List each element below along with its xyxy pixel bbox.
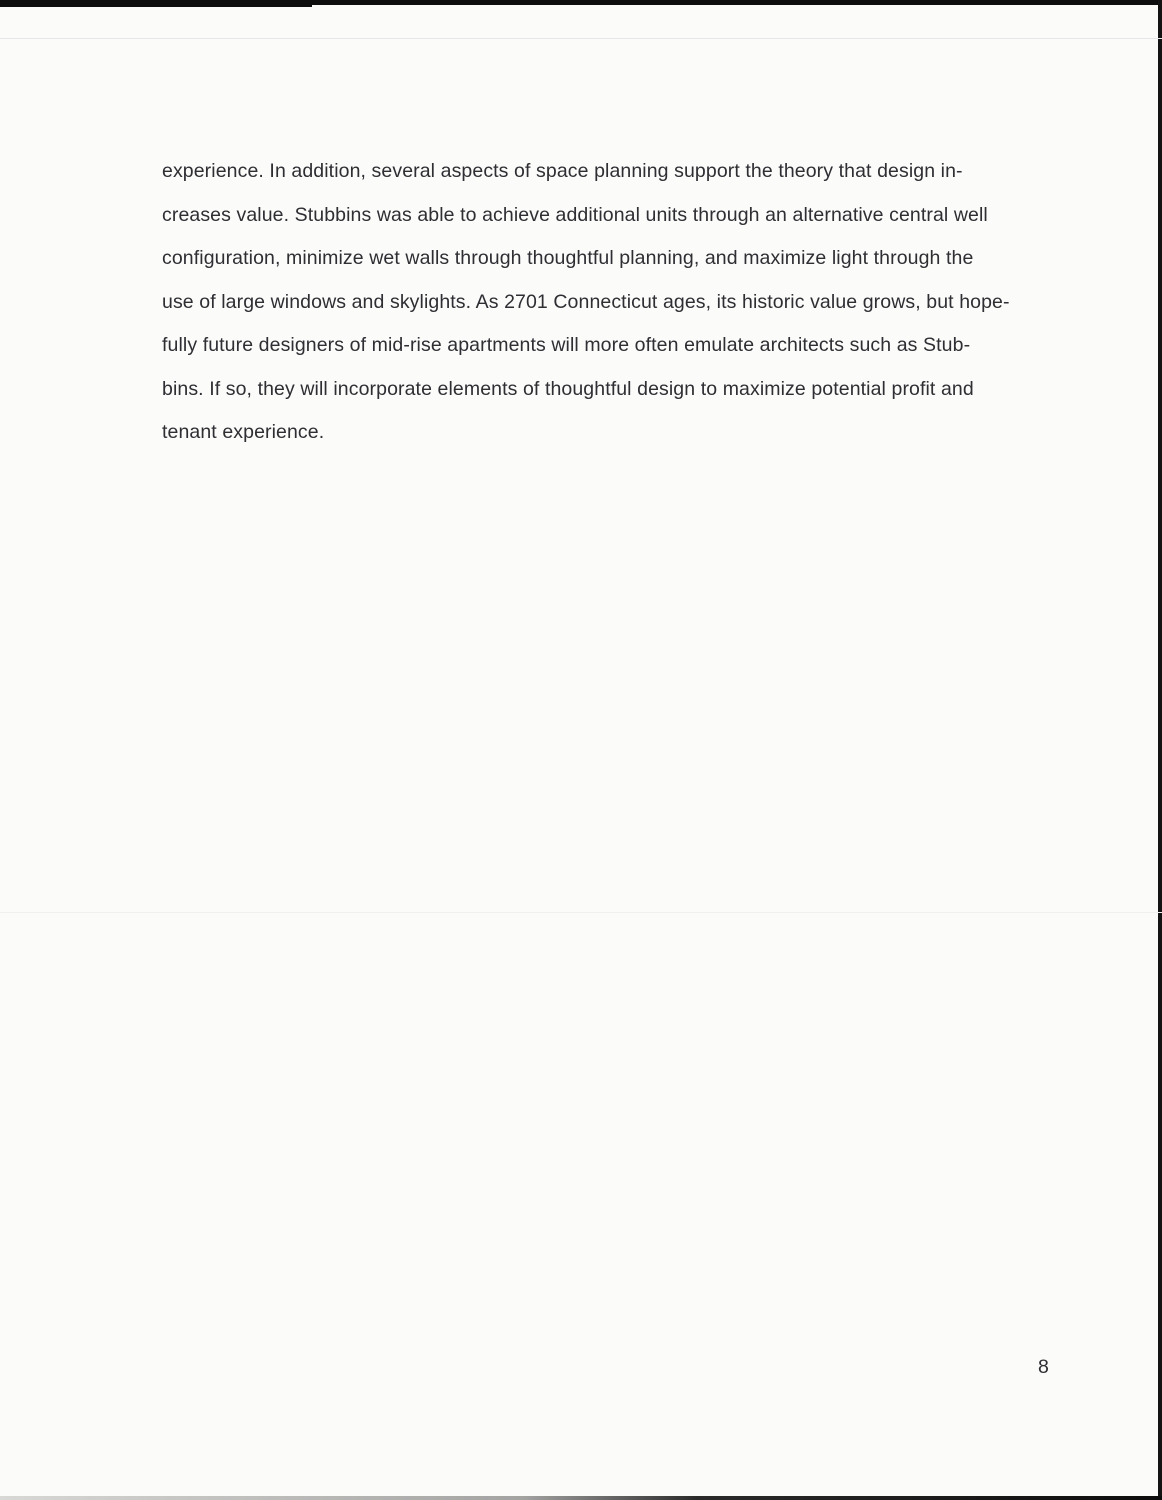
scan-artifact-bottom-line	[0, 1496, 1162, 1500]
scan-artifact-top-bar-left	[0, 0, 312, 7]
paragraph-line: configuration, minimize wet walls through thoughtful planning, and maximize light through the	[162, 247, 974, 269]
scan-artifact-faint-line-lower	[0, 912, 1162, 913]
scan-artifact-faint-line-upper	[0, 38, 1162, 39]
page-number: 8	[1038, 1356, 1049, 1378]
scan-artifact-right-strip	[1158, 0, 1162, 1500]
paragraph-line: tenant experience.	[162, 421, 325, 443]
paragraph	[162, 150, 1042, 455]
paragraph-line: bins. If so, they will incorporate elements of thoughtful design to maximize potential profit and	[162, 377, 974, 400]
paragraph-line: use of large windows and skylights. As 2701 Connecticut ages, its historic value grows, but hope-	[162, 290, 1010, 313]
paragraph-line: experience. In addition, several aspects of space planning support the theory that design in-	[162, 160, 963, 182]
paragraph-line: creases value. Stubbins was able to achieve additional units through an alternative central well	[162, 203, 988, 226]
paragraph-line: fully future designers of mid-rise apartments will more often emulate architects such as Stub-	[162, 334, 971, 356]
